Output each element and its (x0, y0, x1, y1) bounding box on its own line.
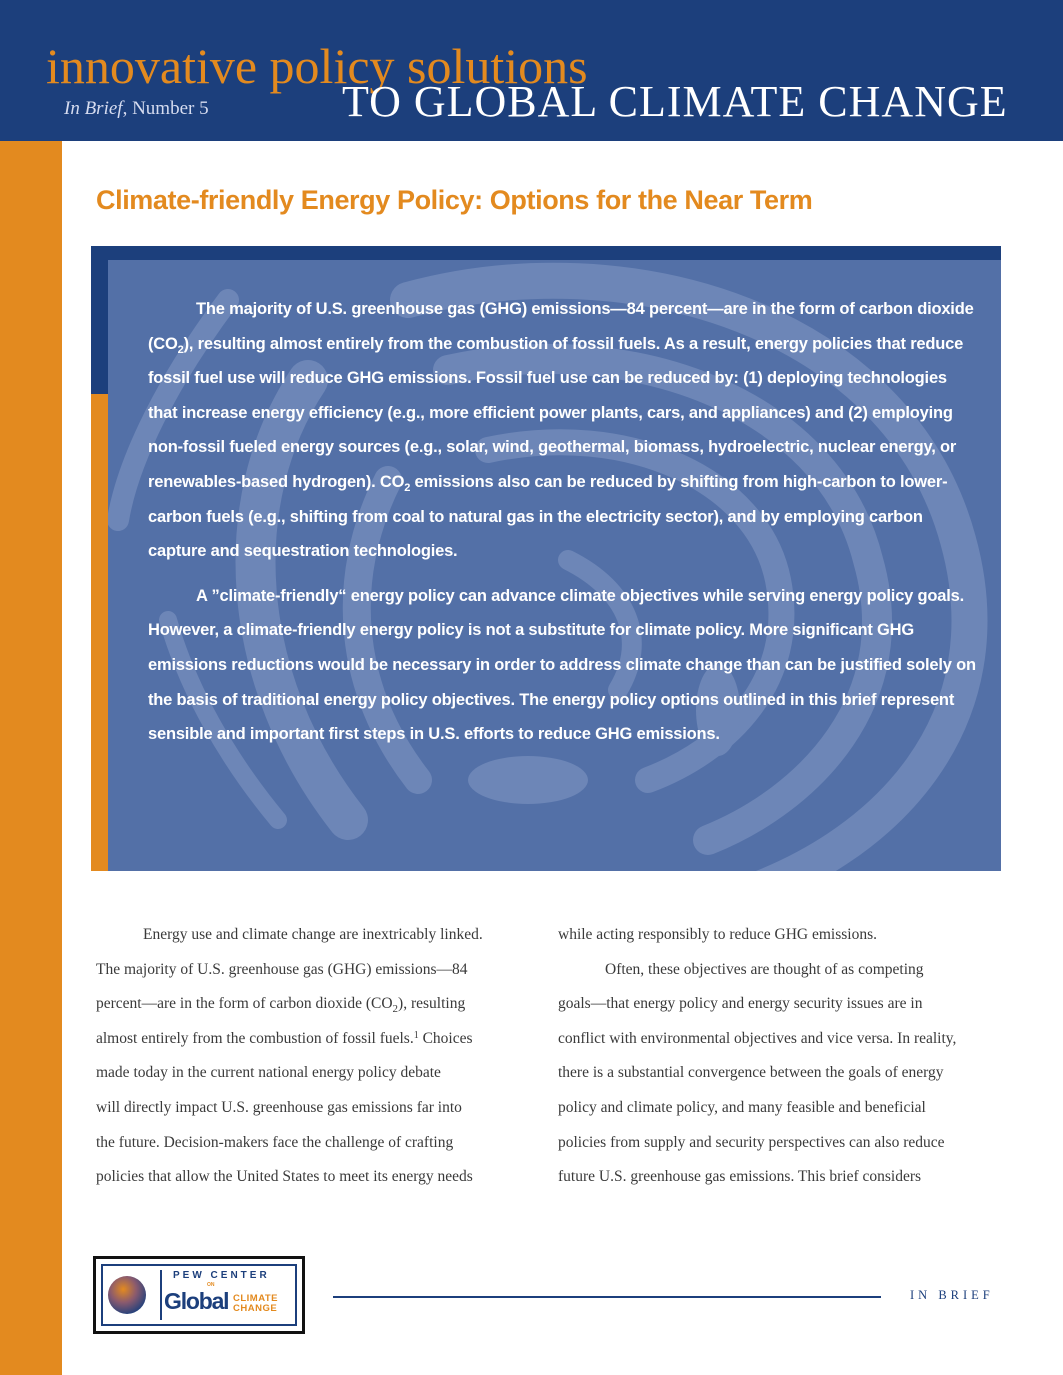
body-line: while acting responsibly to reduce GHG emissions. (558, 926, 877, 943)
globe-icon (107, 1275, 147, 1315)
body-line: policies that allow the United States to meet its energy needs (96, 1168, 473, 1186)
summary-text (148, 292, 978, 762)
summary-paragraph: A ”climate-friendly“ energy policy can advance climate objectives while serving energy policy goals. However, a climate-friendly energy policy is not a substitute for climate policy. More significant GHG emissions reductions would be necessary in order to address climate change than can be justified solely on the basis of traditional energy policy objectives. The energy policy options outlined in this brief represent sensible and important first steps in U.S. efforts to reduce GHG emissions. (148, 586, 976, 744)
body-line: policy and climate policy, and many feasible and beneficial (558, 1098, 926, 1116)
body-line (96, 987, 508, 1022)
body-line: conflict with environmental objectives and vice versa. In reality, (558, 1029, 957, 1047)
pew-center-logo (93, 1256, 305, 1334)
body-text-run: ), resulting (398, 995, 466, 1013)
summary-text-run: The majority of U.S. greenhouse gas (GHG) emissions—84 percent—are in the form of carbon dioxide (CO (148, 300, 974, 353)
body-line: Energy use and climate change are inextricably linked. (143, 926, 483, 943)
logo-on: ON (207, 1282, 215, 1288)
logo-frame (101, 1264, 297, 1326)
body-line: future U.S. greenhouse gas emissions. This brief considers (558, 1168, 922, 1186)
body-line: The majority of U.S. greenhouse gas (GHG) emissions—84 (96, 960, 468, 978)
subscript-2: 2 (177, 343, 184, 356)
body-text-run: Choices (418, 1029, 473, 1047)
body-text-run: percent—are in the form of carbon dioxide (CO (96, 995, 393, 1013)
summary-box (108, 260, 1001, 871)
body-line (96, 1022, 508, 1057)
series-title: innovative policy solutions (46, 38, 588, 94)
body-line: policies from supply and security perspectives can also reduce (558, 1133, 945, 1151)
logo-pew-center: PEW CENTER (173, 1270, 270, 1281)
body-line: will directly impact U.S. greenhouse gas emissions far into (96, 1098, 462, 1116)
issue-number: , Number 5 (122, 98, 209, 119)
summary-paragraph (148, 292, 978, 569)
logo-global: Global (164, 1288, 229, 1314)
issue-series-name: In Brief (64, 98, 123, 119)
document-title: Climate-friendly Energy Policy: Options for the Near Term (96, 185, 813, 215)
body-line: goals—that energy policy and energy security issues are in (558, 995, 923, 1013)
summary-box-accent (91, 394, 108, 871)
subscript-2: 2 (392, 1003, 399, 1016)
summary-text-run: ), resulting almost entirely from the combustion of fossil fuels. As a result, energy policies that reduce fossil fuel use will reduce GHG emissions. Fossil fuel use can be reduced by: (1) deploying technologies that increase energy efficiency (e.g., more efficient power plants, cars, and appliances) and (2) employing non-fossil fueled energy sources (e.g., solar, wind, geothermal, biomass, hydroelectric, nuclear energy, or renewables-based hydrogen). CO (148, 334, 964, 491)
subscript-2: 2 (404, 481, 411, 494)
logo-change: CHANGE (233, 1303, 278, 1314)
footer-label: IN BRIEF (910, 1288, 994, 1302)
side-stripe (0, 141, 62, 1375)
body-line: made today in the current national energy policy debate (96, 1064, 441, 1082)
issue-label (64, 98, 209, 120)
summary-text-run: emissions also can be reduced by shifting from high-carbon to lower-carbon fuels (e.g., shifting from coal to natural gas in the electricity sector), and by employing carbon capture and sequestration technologies. (148, 472, 948, 561)
footer-rule (333, 1296, 881, 1298)
header-banner (0, 0, 1063, 141)
body-column-left (96, 918, 508, 1195)
logo-climate: CLIMATE (233, 1293, 279, 1304)
body-line: the future. Decision-makers face the challenge of crafting (96, 1133, 454, 1151)
logo-divider (160, 1270, 162, 1320)
body-text-run: almost entirely from the combustion of fossil fuels. (96, 1029, 414, 1047)
body-line: Often, these objectives are thought of as competing (605, 960, 924, 978)
body-line: there is a substantial convergence between the goals of energy (558, 1064, 944, 1082)
footnote-marker: 1 (413, 1029, 419, 1041)
body-column-right (558, 918, 970, 1195)
series-subtitle: TO GLOBAL CLIMATE CHANGE (342, 77, 1008, 126)
